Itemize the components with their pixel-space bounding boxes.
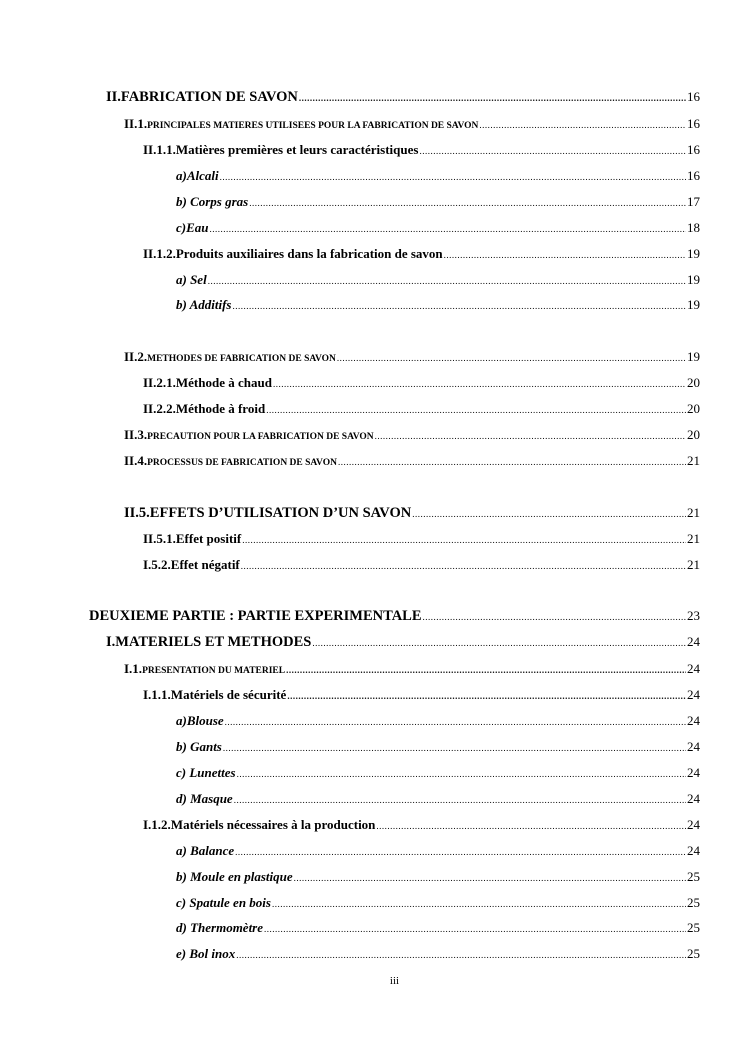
- toc-entry[interactable]: [176, 272, 700, 289]
- toc-title: c)Eau: [176, 220, 209, 235]
- toc-entry[interactable]: [106, 634, 700, 651]
- toc-leader: [249, 195, 686, 211]
- toc-title: b) Moule en plastique: [176, 869, 293, 884]
- toc-entry[interactable]: [143, 817, 700, 834]
- toc-page: 24: [687, 661, 700, 676]
- toc-leader: [444, 247, 686, 263]
- toc-entry[interactable]: [106, 89, 700, 106]
- toc-page: 23: [687, 608, 700, 623]
- toc-leader: [225, 714, 686, 730]
- toc-title: II.2.2.Méthode à froid: [143, 401, 266, 416]
- toc-title: I.MATERIELS ET METHODES: [106, 634, 312, 650]
- toc-leader: [236, 947, 686, 963]
- toc-leader: [264, 921, 686, 937]
- toc-leader: [233, 298, 687, 314]
- toc-leader: [208, 273, 686, 289]
- toc-title: I.5.2.Effet négatif: [143, 557, 240, 572]
- toc-page: 24: [687, 765, 700, 780]
- toc-title: I.1.1.Matériels de sécurité: [143, 687, 287, 702]
- toc-leader: [273, 376, 686, 392]
- toc-page: 16: [687, 142, 700, 157]
- toc-title: b) Additifs: [176, 297, 232, 312]
- toc-entry[interactable]: [176, 168, 700, 185]
- page-number: iii: [389, 975, 400, 987]
- toc-page: 24: [687, 687, 700, 702]
- toc-leader: [220, 169, 686, 185]
- toc-entry[interactable]: [143, 401, 700, 418]
- toc-entry[interactable]: [143, 246, 700, 263]
- toc-page: 25: [687, 920, 700, 935]
- toc-leader: [376, 818, 686, 834]
- toc-leader: [294, 870, 686, 886]
- toc-leader: [272, 896, 686, 912]
- toc-leader: [479, 117, 686, 133]
- toc-entry[interactable]: [124, 116, 700, 134]
- toc-entry[interactable]: [176, 946, 700, 963]
- toc-title: II.2.METHODES DE FABRICATION DE SAVON: [124, 349, 336, 364]
- toc-title: a) Sel: [176, 272, 207, 287]
- toc-leader: [375, 428, 686, 444]
- toc-page: 24: [687, 791, 700, 806]
- toc-title: II.3.PRECAUTION POUR LA FABRICATION DE SAVON: [124, 427, 374, 442]
- toc-title: II.1.1.Matières premières et leurs caractéristiques: [143, 142, 419, 157]
- toc-leader: [210, 221, 687, 237]
- toc-title: e) Bol inox: [176, 946, 236, 961]
- toc-page: 24: [687, 739, 700, 754]
- toc-leader: [312, 635, 686, 651]
- toc-title: I.1.PRESENTATION DU MATERIEL: [124, 661, 286, 676]
- toc-title: II.2.1.Méthode à chaud: [143, 375, 272, 390]
- toc-title: a)Alcali: [176, 168, 219, 183]
- toc-entry[interactable]: [124, 427, 700, 445]
- toc-entry[interactable]: [176, 895, 700, 912]
- toc-page: 21: [687, 557, 700, 572]
- toc-title: II.1.2.Produits auxiliaires dans la fabrication de savon: [143, 246, 443, 261]
- toc-leader: [237, 766, 686, 782]
- toc-leader: [234, 792, 686, 808]
- toc-page: 19: [687, 297, 700, 312]
- toc-title: b) Corps gras: [176, 194, 249, 209]
- toc-entry[interactable]: [89, 608, 700, 625]
- toc-leader: [419, 143, 686, 159]
- toc-title: b) Gants: [176, 739, 222, 754]
- toc-page: 25: [687, 946, 700, 961]
- toc-title: d) Thermomètre: [176, 920, 264, 935]
- toc-page: 19: [687, 246, 700, 261]
- toc-title: DEUXIEME PARTIE : PARTIE EXPERIMENTALE: [89, 608, 422, 624]
- toc-leader: [412, 506, 686, 522]
- toc-page: 25: [687, 895, 700, 910]
- toc-title: II.FABRICATION DE SAVON: [106, 89, 298, 105]
- toc-title: c) Lunettes: [176, 765, 236, 780]
- toc-entry[interactable]: [143, 375, 700, 392]
- toc-page: 20: [687, 375, 700, 390]
- toc-entry[interactable]: [176, 194, 700, 211]
- toc-page: 16: [687, 168, 700, 183]
- toc-entry[interactable]: [143, 687, 700, 704]
- toc-page: 19: [687, 349, 700, 364]
- toc-page: 19: [687, 272, 700, 287]
- toc-leader: [242, 532, 686, 548]
- toc-leader: [337, 350, 686, 366]
- toc-title: II.4.PROCESSUS DE FABRICATION DE SAVON: [124, 453, 337, 468]
- toc-page: 21: [687, 453, 700, 468]
- toc-entry[interactable]: [124, 453, 700, 471]
- toc-title: a)Blouse: [176, 713, 224, 728]
- toc-page: 24: [687, 713, 700, 728]
- toc-title: I.1.2.Matériels nécessaires à la production: [143, 817, 376, 832]
- toc-leader: [299, 90, 686, 106]
- toc-entry[interactable]: [176, 920, 700, 937]
- toc-leader: [286, 662, 686, 678]
- toc-page: 16: [687, 89, 700, 104]
- toc-entry[interactable]: [124, 661, 700, 679]
- toc-leader: [287, 688, 686, 704]
- toc-page: 20: [687, 427, 700, 442]
- toc-entry[interactable]: [124, 505, 700, 522]
- toc-entry[interactable]: [143, 531, 700, 548]
- toc-page: 17: [687, 194, 700, 209]
- toc-title: II.1.PRINCIPALES MATIERES UTILISEES POUR LA FABRICATION DE SAVON: [124, 116, 479, 131]
- toc-entry[interactable]: [176, 843, 700, 860]
- toc-entry[interactable]: [176, 791, 700, 808]
- toc-page: 24: [687, 634, 700, 649]
- toc-page: 16: [687, 116, 700, 131]
- toc-title: c) Spatule en bois: [176, 895, 271, 910]
- toc-page: 24: [687, 817, 700, 832]
- toc-entry[interactable]: [124, 349, 700, 367]
- toc-leader: [223, 740, 686, 756]
- toc-page: 24: [687, 843, 700, 858]
- toc-page: 18: [687, 220, 700, 235]
- toc-leader: [241, 558, 686, 574]
- toc-page: 21: [687, 531, 700, 546]
- toc-entry[interactable]: [143, 557, 700, 574]
- toc-entry[interactable]: [176, 297, 700, 314]
- toc-page: 25: [687, 869, 700, 884]
- toc-entry[interactable]: [143, 142, 700, 159]
- toc-entry[interactable]: [176, 739, 700, 756]
- toc-page: 21: [687, 505, 700, 520]
- toc-title: d) Masque: [176, 791, 233, 806]
- toc-leader: [338, 454, 686, 470]
- toc-entry[interactable]: [176, 869, 700, 886]
- toc-title: II.5.EFFETS D’UTILISATION D’UN SAVON: [124, 505, 412, 521]
- toc-page: 20: [687, 401, 700, 416]
- toc-title: a) Balance: [176, 843, 235, 858]
- toc-entry[interactable]: [176, 765, 700, 782]
- toc-leader: [235, 844, 686, 860]
- toc-entry[interactable]: [176, 220, 700, 237]
- toc-leader: [266, 402, 686, 418]
- toc-entry[interactable]: [176, 713, 700, 730]
- toc-leader: [423, 609, 686, 625]
- toc-title: II.5.1.Effet positif: [143, 531, 242, 546]
